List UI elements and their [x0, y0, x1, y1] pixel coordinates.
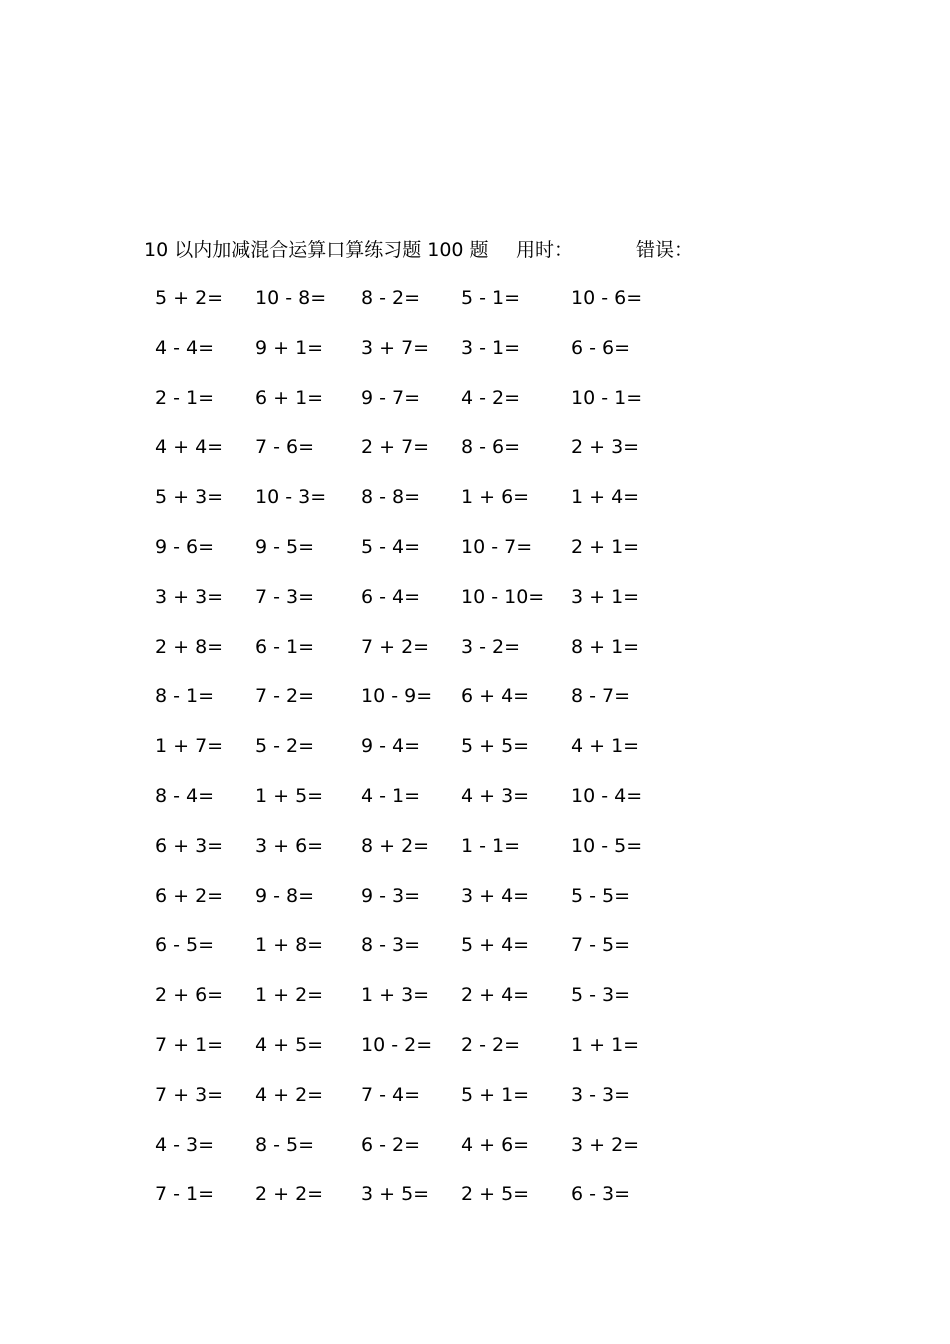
arithmetic-problem: 2 + 4= [461, 984, 530, 1007]
arithmetic-problem: 1 - 1= [461, 834, 521, 857]
arithmetic-problem: 7 - 1= [155, 1183, 215, 1206]
problem-row [0, 631, 950, 681]
problem-row [0, 581, 950, 631]
arithmetic-problem: 10 - 6= [571, 287, 643, 309]
arithmetic-problem: 2 + 7= [361, 436, 430, 459]
arithmetic-problem: 1 + 6= [461, 486, 530, 509]
arithmetic-problem: 9 - 7= [361, 386, 421, 409]
arithmetic-problem: 5 - 2= [255, 735, 315, 758]
arithmetic-problem: 4 + 5= [255, 1033, 324, 1056]
arithmetic-problem: 3 + 5= [361, 1183, 430, 1206]
arithmetic-problem: 3 + 7= [361, 336, 430, 359]
arithmetic-problem: 2 + 5= [461, 1183, 530, 1206]
arithmetic-problem: 9 - 8= [255, 884, 315, 907]
arithmetic-problem: 4 + 3= [461, 784, 530, 807]
arithmetic-problem: 8 + 2= [361, 834, 430, 857]
arithmetic-problem: 8 - 6= [461, 436, 521, 459]
arithmetic-problem: 5 + 5= [461, 735, 530, 758]
arithmetic-problem: 2 - 2= [461, 1033, 521, 1056]
problem-row [0, 481, 950, 531]
arithmetic-problem: 4 - 2= [461, 386, 521, 409]
arithmetic-problem: 7 + 1= [155, 1033, 224, 1056]
arithmetic-problem: 7 + 2= [361, 635, 430, 658]
arithmetic-problem: 9 - 5= [255, 535, 315, 558]
arithmetic-problem: 8 - 4= [155, 784, 215, 807]
arithmetic-problem: 7 - 4= [361, 1083, 421, 1106]
arithmetic-problem: 10 - 5= [571, 834, 643, 857]
arithmetic-problem: 6 - 5= [155, 934, 215, 957]
arithmetic-problem: 8 - 7= [571, 685, 631, 708]
arithmetic-problem: 5 + 1= [461, 1083, 530, 1106]
worksheet-header [0, 234, 950, 266]
problem-row [0, 1029, 950, 1079]
arithmetic-problem: 3 - 2= [461, 635, 521, 658]
arithmetic-problem: 4 - 4= [155, 336, 215, 359]
arithmetic-problem: 7 - 5= [571, 934, 631, 957]
arithmetic-problem: 7 - 3= [255, 585, 315, 608]
arithmetic-problem: 10 - 2= [361, 1033, 433, 1056]
problem-row [0, 929, 950, 979]
arithmetic-problem: 3 + 2= [571, 1133, 640, 1156]
arithmetic-problem: 1 + 8= [255, 934, 324, 957]
arithmetic-problem: 5 + 2= [155, 287, 224, 309]
time-used-label: 用时： [516, 239, 574, 261]
arithmetic-problem: 6 - 3= [571, 1183, 631, 1206]
arithmetic-problem: 9 - 6= [155, 535, 215, 558]
arithmetic-problem: 1 + 4= [571, 486, 640, 509]
arithmetic-problem: 6 - 6= [571, 336, 631, 359]
problem-row [0, 880, 950, 930]
problem-row [0, 680, 950, 730]
problem-row [0, 382, 950, 432]
arithmetic-problem: 2 + 2= [255, 1183, 324, 1206]
arithmetic-problem: 1 + 2= [255, 984, 324, 1007]
arithmetic-problem: 2 + 6= [155, 984, 224, 1007]
arithmetic-problem: 2 + 3= [571, 436, 640, 459]
worksheet-title: 10 以内加减混合运算口算练习题 100 题 [144, 239, 489, 261]
arithmetic-problem: 10 - 7= [461, 535, 533, 558]
arithmetic-problem: 6 + 3= [155, 834, 224, 857]
arithmetic-problem: 7 - 6= [255, 436, 315, 459]
arithmetic-problem: 10 - 8= [255, 287, 327, 309]
problem-row [0, 1079, 950, 1129]
arithmetic-problem: 5 - 4= [361, 535, 421, 558]
arithmetic-problem: 2 + 1= [571, 535, 640, 558]
problem-row [0, 332, 950, 382]
arithmetic-problem: 1 + 5= [255, 784, 324, 807]
arithmetic-problem: 5 - 3= [571, 984, 631, 1007]
arithmetic-problem: 3 + 1= [571, 585, 640, 608]
arithmetic-problem: 8 - 3= [361, 934, 421, 957]
arithmetic-problem: 5 + 4= [461, 934, 530, 957]
arithmetic-problem: 7 + 3= [155, 1083, 224, 1106]
arithmetic-problem: 5 + 3= [155, 486, 224, 509]
problem-row [0, 1129, 950, 1179]
problem-row [0, 531, 950, 581]
arithmetic-problem: 9 - 4= [361, 735, 421, 758]
arithmetic-problem: 4 + 1= [571, 735, 640, 758]
arithmetic-problem: 10 - 4= [571, 784, 643, 807]
arithmetic-problem: 2 - 1= [155, 386, 215, 409]
arithmetic-problem: 6 - 2= [361, 1133, 421, 1156]
arithmetic-problem: 1 + 7= [155, 735, 224, 758]
problem-row [0, 979, 950, 1029]
arithmetic-problem: 10 - 10= [461, 585, 545, 608]
arithmetic-problem: 4 + 6= [461, 1133, 530, 1156]
arithmetic-problem: 1 + 1= [571, 1033, 640, 1056]
arithmetic-problem: 8 - 8= [361, 486, 421, 509]
problem-row [0, 431, 950, 481]
arithmetic-problem: 1 + 3= [361, 984, 430, 1007]
arithmetic-problem: 6 - 4= [361, 585, 421, 608]
problem-row [0, 780, 950, 830]
arithmetic-problem: 4 + 4= [155, 436, 224, 459]
arithmetic-problem: 3 + 3= [155, 585, 224, 608]
problem-row [0, 282, 950, 332]
arithmetic-problem: 10 - 1= [571, 386, 643, 409]
arithmetic-problem: 3 + 4= [461, 884, 530, 907]
arithmetic-problem: 4 - 1= [361, 784, 421, 807]
arithmetic-problem: 6 - 1= [255, 635, 315, 658]
arithmetic-problem: 3 + 6= [255, 834, 324, 857]
arithmetic-problem: 3 - 1= [461, 336, 521, 359]
arithmetic-problem: 9 + 1= [255, 336, 324, 359]
problem-row [0, 730, 950, 780]
arithmetic-problem: 8 - 1= [155, 685, 215, 708]
arithmetic-problem: 8 + 1= [571, 635, 640, 658]
arithmetic-problem: 4 + 2= [255, 1083, 324, 1106]
arithmetic-problem: 6 + 1= [255, 386, 324, 409]
problem-grid [0, 282, 950, 1228]
arithmetic-problem: 6 + 2= [155, 884, 224, 907]
arithmetic-problem: 6 + 4= [461, 685, 530, 708]
arithmetic-problem: 8 - 5= [255, 1133, 315, 1156]
arithmetic-problem: 7 - 2= [255, 685, 315, 708]
arithmetic-problem: 10 - 3= [255, 486, 327, 509]
problem-row [0, 830, 950, 880]
error-count-label: 错误： [636, 239, 694, 261]
arithmetic-problem: 8 - 2= [361, 287, 421, 309]
arithmetic-problem: 5 - 5= [571, 884, 631, 907]
arithmetic-problem: 5 - 1= [461, 287, 521, 309]
arithmetic-problem: 4 - 3= [155, 1133, 215, 1156]
problem-row [0, 1178, 950, 1228]
arithmetic-problem: 10 - 9= [361, 685, 433, 708]
arithmetic-problem: 2 + 8= [155, 635, 224, 658]
arithmetic-problem: 3 - 3= [571, 1083, 631, 1106]
arithmetic-problem: 9 - 3= [361, 884, 421, 907]
